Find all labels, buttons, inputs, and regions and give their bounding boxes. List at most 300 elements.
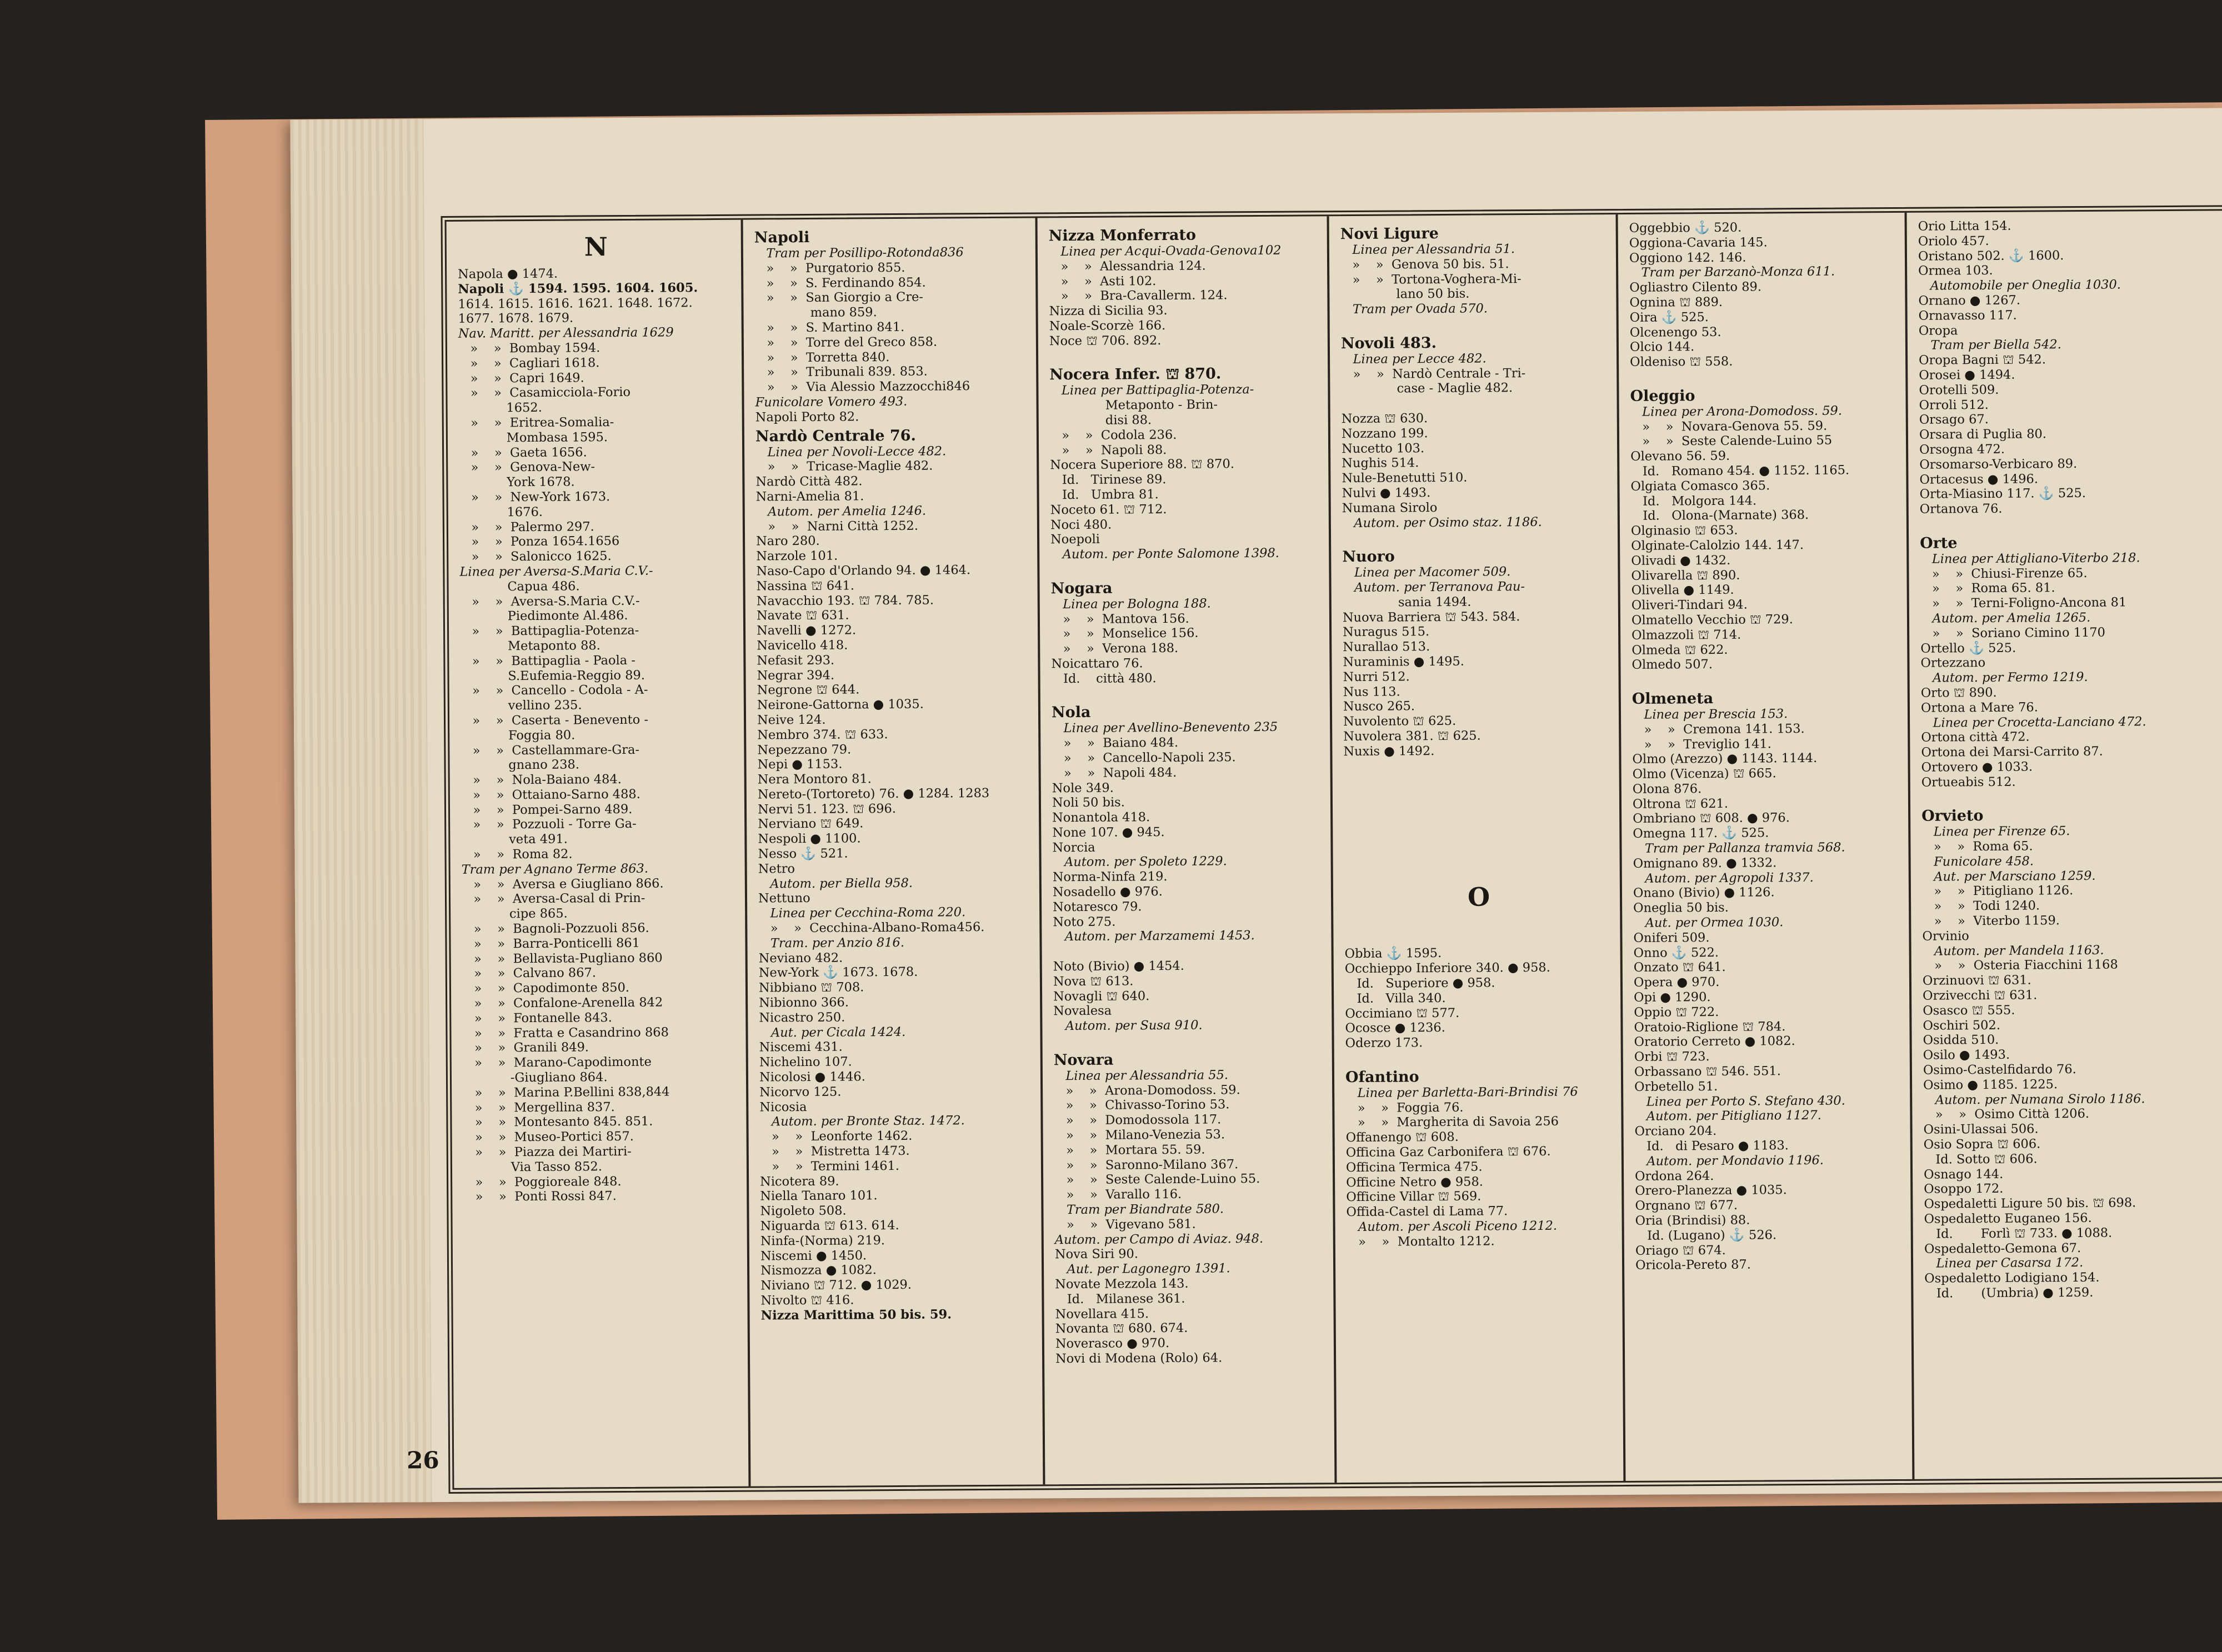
index-entry: Funicolare 458.	[1921, 854, 2034, 869]
index-entry: » » Marina P.Bellini 838,844	[463, 1084, 670, 1100]
index-entry: Linea per Porto S. Stefano 430.	[1634, 1093, 1845, 1109]
index-entry: Olivella ● 1149.	[1631, 583, 1734, 598]
index-entry: Officine Villar ⛫ 569.	[1346, 1189, 1482, 1205]
index-entry: » » Alessandria 124.	[1048, 258, 1206, 274]
index-entry: Naro 280.	[756, 534, 820, 549]
index-entry: Autom. per Numana Sirolo 1186.	[1923, 1091, 2145, 1108]
index-entry: » » Castellammare-Gra-	[461, 742, 640, 758]
index-entry: Autom. per Biella 958.	[758, 875, 913, 892]
index-entry: Opi ● 1290.	[1634, 990, 1711, 1005]
index-entry: Oricola-Pereto 87.	[1635, 1258, 1751, 1273]
index-entry: Oniferi 509.	[1633, 930, 1710, 945]
index-heading: Nuoro	[1342, 548, 1395, 566]
index-entry: Ortueabis 512.	[1921, 774, 2016, 790]
index-entry: » » Chiusi-Firenze 65.	[1920, 565, 2088, 582]
index-entry	[1343, 758, 1612, 774]
index-entry: Olmo (Vicenza) ⛫ 665.	[1632, 766, 1776, 782]
index-entry: » » Saronno-Milano 367.	[1054, 1157, 1239, 1173]
index-entry: Ninfa-(Norma) 219.	[760, 1233, 885, 1249]
index-entry: Aut. per Cicala 1424.	[759, 1024, 906, 1040]
index-entry: -Giugliano 864.	[462, 1070, 608, 1085]
index-entry	[1052, 685, 1323, 702]
index-entry: » » Aversa-S.Maria C.V.-	[459, 593, 640, 609]
index-entry: Olona 876.	[1632, 782, 1702, 797]
index-entry: Neviano 482.	[758, 950, 843, 966]
index-entry: Niscemi ● 1450.	[760, 1248, 867, 1264]
index-entry: » » Osimo Città 1206.	[1923, 1107, 2090, 1123]
index-entry: » » Seste Calende-Luino 55.	[1054, 1172, 1260, 1188]
index-entry: Id. di Pesaro ● 1183.	[1634, 1138, 1789, 1154]
index-entry: Oria (Brindisi) 88.	[1635, 1213, 1750, 1228]
index-entry: » » Nardò Centrale - Tri-	[1341, 366, 1526, 382]
index-entry: Tram per Agnano Terme 863.	[461, 861, 649, 877]
index-entry: Ormea 103.	[1918, 263, 1993, 279]
index-entry: » » S. Ferdinando 854.	[754, 275, 926, 291]
index-entry: Nibionno 366.	[759, 995, 849, 1010]
index-entry: » » Purgatorio 855.	[754, 260, 905, 276]
index-entry: Orta-Miasino 117. ⚓ 525.	[1919, 486, 2086, 502]
index-entry: Osasco ⛫ 555.	[1923, 1003, 2015, 1018]
index-entry: Noce ⛫ 706. 892.	[1049, 333, 1162, 349]
index-entry: » » Tricase-Maglie 482.	[755, 458, 933, 474]
index-entry: Olginate-Calolzio 144. 147.	[1631, 537, 1804, 553]
index-entry: Nuvolera 381. ⛫ 625.	[1343, 728, 1481, 744]
index-entry: » » Verona 188.	[1051, 641, 1179, 657]
index-entry: » » Codola 236.	[1049, 427, 1177, 443]
index-entry: Aut. per Marsciano 1259.	[1921, 868, 2096, 884]
index-entry: Officina Gaz Carbonifera ⛫ 676.	[1345, 1144, 1551, 1160]
index-entry: Nonantola 418.	[1052, 810, 1150, 825]
index-entry: Id. Forlì ⛫ 733. ● 1088.	[1924, 1225, 2113, 1241]
index-entry: » » Palermo 297.	[459, 519, 594, 535]
index-entry: Linea per Crocetta-Lanciano 472.	[1921, 714, 2146, 730]
index-entry: Orio Litta 154.	[1918, 218, 2011, 234]
index-entry: Funicolare Vomero 493.	[755, 394, 908, 410]
section-letter: N	[584, 232, 608, 262]
index-entry: Nova Siri 90.	[1054, 1246, 1139, 1262]
index-entry: Noto 275.	[1053, 914, 1116, 929]
index-entry: Nocera Superiore 88. ⛫ 870.	[1050, 457, 1235, 473]
index-entry: Ortanova 76.	[1919, 501, 2003, 517]
index-entry: Linea per Lecce 482.	[1341, 351, 1487, 367]
index-entry: Ognina ⛫ 889.	[1629, 294, 1723, 310]
index-entry: Orgnano ⛫ 677.	[1635, 1198, 1738, 1214]
index-entry: Piedimonte Al.486.	[459, 608, 628, 624]
index-entry	[1344, 802, 1613, 819]
index-entry: Nembro 374. ⛫ 633.	[757, 727, 888, 743]
index-entry: Aut. per Ormea 1030.	[1633, 915, 1784, 930]
index-entry: Autom. per Pitigliano 1127.	[1634, 1108, 1821, 1124]
index-entry: Oratorio Cerreto ● 1082.	[1634, 1034, 1795, 1050]
index-entry: » » Montesanto 845. 851.	[463, 1114, 653, 1130]
index-entry: » » Bra-Cavallerm. 124.	[1049, 288, 1228, 304]
index-entry: Nivolto ⛫ 416.	[760, 1293, 854, 1308]
index-entry	[1344, 847, 1613, 863]
index-entry: Novi di Modena (Rolo) 64.	[1055, 1350, 1223, 1366]
index-entry: » » Novara-Genova 55. 59.	[1630, 418, 1828, 434]
index-entry: Orsara di Puglia 80.	[1919, 427, 2047, 442]
index-entry: Nughis 514.	[1342, 455, 1419, 471]
index-entry: Nicosia	[759, 1099, 807, 1115]
index-entry: Noto (Bivio) ● 1454.	[1053, 958, 1184, 974]
index-entry: Nucetto 103.	[1341, 440, 1425, 456]
index-entry: Orto ⛫ 890.	[1920, 685, 1997, 700]
index-entry: Foggia 80.	[461, 728, 575, 743]
index-entry: Onano (Bivio) ● 1126.	[1633, 885, 1775, 901]
index-entry: Tram. per Anzio 816.	[758, 935, 905, 951]
index-entry: Nizza di Sicilia 93.	[1049, 303, 1168, 319]
index-entry: Metaponto - Brin-	[1049, 397, 1218, 413]
index-entry: » » Mergellina 837.	[463, 1099, 615, 1115]
index-entry: Osidda 510.	[1923, 1033, 1999, 1048]
index-column-2	[741, 218, 1043, 1486]
index-entry: Oppio ⛫ 722.	[1634, 1004, 1719, 1020]
index-entry: Noale-Scorzè 166.	[1049, 318, 1166, 334]
index-entry: Nepi ● 1153.	[757, 757, 843, 772]
index-entry: Autom. per Spoleto 1229.	[1052, 854, 1227, 870]
index-entry: Occimiano ⛫ 577.	[1345, 1005, 1460, 1021]
index-entry: Aut. per Lagonegro 1391.	[1055, 1261, 1230, 1277]
index-entry: None 107. ● 945.	[1052, 824, 1165, 840]
index-entry: gnano 238.	[461, 757, 580, 773]
index-entry: Nesso ⚓ 521.	[758, 846, 848, 862]
index-entry: » » Vigevano 581.	[1054, 1217, 1196, 1233]
index-entry: vellino 235.	[460, 698, 582, 713]
index-entry: Linea per Casarsa 172.	[1924, 1255, 2084, 1271]
index-entry: » » Todi 1240.	[1922, 898, 2040, 914]
index-entry: Id. Superiore ● 958.	[1344, 975, 1495, 992]
index-entry: Id. Villa 340.	[1345, 990, 1446, 1006]
index-entry: Nosadello ● 976.	[1052, 884, 1163, 900]
index-entry: Olmo (Arezzo) ● 1143. 1144.	[1632, 751, 1818, 767]
index-entry: Olmatello Vecchio ⛫ 729.	[1631, 612, 1793, 628]
index-entry: Narzole 101.	[756, 548, 838, 564]
index-entry: Napoli Porto 82.	[755, 409, 859, 425]
index-entry: Tram per Pallanza tramvia 568.	[1633, 840, 1845, 856]
index-entry: Ospedaletto Euganeo 156.	[1924, 1210, 2092, 1227]
index-entry: Linea per Cecchina-Roma 220.	[758, 905, 966, 921]
index-entry: Oggiono 142. 146.	[1629, 250, 1746, 266]
index-entry: Nulvi ● 1493.	[1342, 485, 1431, 501]
index-entry: Ospedaletti Ligure 50 bis. ⛫ 698.	[1924, 1195, 2136, 1212]
index-entry: » » Battipaglia-Potenza-	[459, 623, 639, 639]
index-entry: » » Asti 102.	[1049, 273, 1157, 289]
index-entry: Nepezzano 79.	[757, 742, 852, 758]
index-entry: Nereto-(Tortoreto) 76. ● 1284. 1283	[757, 785, 990, 802]
index-entry: Noepoli	[1050, 532, 1100, 547]
index-entry: Orzivecchi ⛫ 631.	[1923, 988, 2038, 1003]
index-entry: disi 88.	[1049, 413, 1152, 428]
index-entry: » » Fratta e Casandrino 868	[462, 1025, 669, 1041]
index-entry: Oderzo 173.	[1345, 1035, 1423, 1051]
index-entry: Nurri 512.	[1343, 669, 1410, 684]
index-entry: Olevano 56. 59.	[1630, 448, 1730, 464]
index-heading: Napoli	[754, 228, 810, 247]
index-entry: » » Domodossola 117.	[1054, 1112, 1222, 1128]
index-entry: S.Eufemia-Reggio 89.	[460, 668, 645, 684]
index-entry	[1345, 1049, 1614, 1066]
index-entry: » » Ponti Rossi 847.	[463, 1189, 617, 1205]
section-letter: O	[1467, 882, 1490, 912]
index-entry: Nuova Barriera ⛫ 543. 584.	[1342, 609, 1520, 625]
index-entry: Linea per Avellino-Benevento 235	[1052, 720, 1278, 736]
index-entry: Ombriano ⛫ 608. ● 976.	[1633, 810, 1790, 827]
index-entry: Orroli 512.	[1919, 397, 1989, 413]
index-entry: Autom. per Osimo staz. 1186.	[1342, 514, 1542, 530]
index-entry	[1341, 316, 1610, 332]
index-heading: Nardò Centrale 76.	[755, 427, 916, 445]
index-entry: Norcia	[1052, 840, 1095, 855]
index-entry: Oratoio-Riglione ⛫ 784.	[1634, 1019, 1786, 1035]
index-entry: » » Cecchina-Albano-Roma456.	[758, 920, 985, 936]
index-entry: » » Roma 65.	[1921, 839, 2033, 854]
index-entry: Nismozza ● 1082.	[760, 1263, 877, 1278]
index-entry: Olivadi ● 1432.	[1631, 553, 1731, 568]
index-entry: » » Casamicciola-Forio	[458, 385, 631, 401]
index-entry: » » Cancello-Napoli 235.	[1052, 750, 1236, 766]
index-entry: Oltrona ⛫ 621.	[1632, 796, 1729, 812]
index-entry: Id. Olona-(Marnate) 368.	[1630, 508, 1809, 524]
index-entry: » » Napoli 88.	[1050, 442, 1167, 458]
index-entry: » » New-York 1673.	[459, 489, 610, 505]
index-entry: » » Capri 1649.	[458, 371, 584, 386]
index-entry: Negrar 394.	[757, 668, 835, 683]
index-entry: Olcenengo 53.	[1629, 324, 1721, 340]
index-entry: York 1678.	[459, 474, 575, 490]
index-entry: Orero-Planezza ● 1035.	[1635, 1183, 1787, 1199]
index-entry: Autom. per Ponte Salomone 1398.	[1050, 545, 1279, 562]
index-entry: Tram per Posillipo-Rotonda836	[754, 245, 964, 261]
index-entry: Id. (Umbria) ● 1259.	[1924, 1285, 2094, 1301]
index-entry: Niguarda ⛫ 613. 614.	[760, 1218, 899, 1234]
index-entry: Novagli ⛫ 640.	[1053, 988, 1150, 1004]
index-entry: Nozza ⛫ 630.	[1341, 411, 1428, 427]
index-entry: » » Seste Calende-Luino 55	[1630, 433, 1833, 449]
index-entry: Olmazzoli ⛫ 714.	[1632, 627, 1741, 643]
index-entry	[1344, 787, 1613, 804]
index-entry: » » Barra-Ponticelli 861	[462, 935, 640, 952]
index-entry: Navacchio 193. ⛫ 784. 785.	[756, 593, 934, 609]
index-entry: » » Tortona-Voghera-Mi-	[1340, 271, 1522, 287]
index-entry: Ortello ⚓ 525.	[1920, 640, 2016, 656]
index-entry: Nefasit 293.	[757, 653, 835, 668]
index-entry	[1344, 862, 1613, 878]
index-entry: » » Poggioreale 848.	[463, 1174, 622, 1190]
index-entry: Id. Molgora 144.	[1630, 493, 1757, 509]
index-entry: » » Genova 50 bis. 51.	[1340, 257, 1509, 272]
index-entry	[1342, 529, 1611, 545]
index-entry: Ortovero ● 1033.	[1921, 759, 2033, 775]
index-entry: Nervi 51. 123. ⛫ 696.	[757, 801, 897, 817]
index-entry: Tram per Barzanò-Monza 611.	[1629, 264, 1835, 281]
index-entry: » » Bagnoli-Pozzuoli 856.	[462, 920, 649, 937]
index-entry: Oggiona-Cavaria 145.	[1629, 235, 1768, 251]
index-entry: Onzato ⛫ 641.	[1633, 960, 1726, 975]
index-entry: Olivarella ⛫ 890.	[1631, 568, 1740, 583]
index-entry: Id. città 480.	[1051, 670, 1157, 687]
index-entry: Netro	[758, 862, 795, 877]
index-entry	[1049, 347, 1321, 364]
index-entry: Navate ⛫ 631.	[756, 608, 849, 623]
index-entry: Oristano 502. ⚓ 1600.	[1918, 248, 2064, 264]
index-entry: Orbi ⛫ 723.	[1634, 1049, 1710, 1065]
index-column-3	[1035, 216, 1335, 1484]
index-entry: Linea per Bologna 188.	[1050, 596, 1211, 612]
index-entry: Olcio 144.	[1629, 339, 1695, 355]
index-entry: Nurallao 513.	[1343, 639, 1430, 655]
index-entry: » » Capodimonte 850.	[462, 980, 630, 997]
index-heading: Novara	[1053, 1051, 1114, 1069]
index-entry: » » Cagliari 1618.	[458, 356, 600, 371]
index-entry: Oschiri 502.	[1923, 1018, 2001, 1033]
index-entry: veta 491.	[461, 832, 568, 848]
index-entry: Linea per Firenze 65.	[1921, 824, 2070, 840]
index-entry	[1342, 395, 1610, 412]
index-entry: » » Cremona 141. 153.	[1632, 721, 1805, 737]
index-entry: » » Bombay 1594.	[458, 341, 600, 356]
index-entry: Nardò Città 482.	[755, 474, 863, 489]
index-entry: Nicastro 250.	[759, 1010, 845, 1025]
index-entry: » » Granili 849.	[462, 1040, 589, 1056]
index-entry: Officine Netro ● 958.	[1346, 1174, 1483, 1190]
index-entry: » » Arona-Domodoss. 59.	[1054, 1082, 1240, 1098]
index-entry: Nibbiano ⛫ 708.	[758, 980, 864, 995]
index-entry: Ortona a Mare 76.	[1920, 700, 2038, 715]
index-entry: » » Margherita di Savoia 256	[1345, 1114, 1559, 1130]
index-entry: Linea per Attigliano-Viterbo 218.	[1920, 550, 2140, 567]
index-entry: cipe 865.	[462, 906, 568, 922]
index-entry: » » Aversa e Giugliano 866.	[461, 876, 664, 892]
index-entry: » » Pitigliano 1126.	[1921, 883, 2074, 899]
index-entry: Novellara 415.	[1055, 1306, 1149, 1321]
index-entry: Orsomarso-Verbicaro 89.	[1919, 456, 2078, 472]
index-heading: Nocera Infer. ⛫ 870.	[1049, 365, 1222, 384]
index-entry: » » Mistretta 1473.	[759, 1143, 910, 1159]
index-entry: Autom. per Ascoli Piceno 1212.	[1346, 1218, 1558, 1235]
index-heading: Nizza Monferrato	[1048, 226, 1197, 245]
index-entry: Nicotera 89.	[760, 1174, 839, 1189]
index-entry: Ornano ● 1267.	[1918, 293, 2021, 308]
index-entry: Nerviano ⛫ 649.	[758, 816, 864, 832]
index-entry: Novate Mezzola 143.	[1055, 1276, 1189, 1292]
index-entry: Nicorvo 125.	[759, 1084, 842, 1100]
index-entry: Negrone ⛫ 644.	[757, 682, 860, 698]
index-entry: Nizza Marittima 50 bis. 59.	[760, 1307, 952, 1323]
index-entry: Linea per Novoli-Lecce 482.	[755, 444, 947, 460]
index-entry: Nus 113.	[1343, 684, 1400, 699]
index-entry: » » Roma 65. 81.	[1920, 580, 2055, 597]
index-entry: Osimo ● 1185. 1225.	[1923, 1077, 2058, 1093]
index-entry	[1053, 943, 1325, 960]
index-entry: Orzinuovi ⛫ 631.	[1922, 973, 2031, 988]
index-column-5	[1616, 213, 1913, 1481]
index-entry: » » Milano-Venezia 53.	[1054, 1127, 1225, 1143]
index-entry: Ocosce ● 1236.	[1345, 1020, 1445, 1036]
index-entry: » » Aversa-Casal di Prin-	[461, 891, 645, 907]
index-entry: Autom. per Terranova Pau-	[1342, 579, 1525, 595]
index-entry: 1652.	[458, 401, 542, 415]
index-entry: Autom. per Marzamemi 1453.	[1053, 928, 1255, 944]
index-entry: Oriago ⛫ 674.	[1635, 1243, 1726, 1258]
index-entry: » » Piazza dei Martiri-	[463, 1144, 632, 1160]
index-entry: » » Pozzuoli - Torre Ga-	[461, 817, 637, 833]
index-entry: Orsogna 472.	[1919, 442, 2005, 457]
index-entry: » » San Giorgio a Cre-	[754, 290, 924, 306]
index-entry: » » Cancello - Codola - A-	[460, 683, 648, 699]
index-entry: » » Torre del Greco 858.	[754, 334, 938, 351]
index-entry: Linea per Alessandria 51.	[1340, 242, 1515, 258]
index-entry: » » Montalto 1212.	[1346, 1234, 1495, 1249]
index-entry: Automobile per Oneglia 1030.	[1918, 277, 2121, 293]
index-entry: Offida-Castel di Lama 77.	[1346, 1204, 1508, 1220]
index-entry: » » Marano-Capodimonte	[462, 1054, 652, 1071]
index-entry: Orosei ● 1494.	[1919, 367, 2015, 383]
index-table	[441, 205, 2222, 1494]
index-entry: Osimo-Castelfidardo 76.	[1923, 1062, 2076, 1078]
index-entry: case - Maglie 482.	[1341, 381, 1513, 397]
index-entry: Ogliastro Cilento 89.	[1629, 279, 1762, 296]
index-entry: Orciano 204.	[1634, 1124, 1717, 1139]
index-entry: Nicolosi ● 1446.	[759, 1069, 865, 1085]
index-entry: » » Eritrea-Somalia-	[458, 415, 614, 430]
index-entry: Opera ● 970.	[1633, 975, 1720, 990]
index-entry: Ortona dei Marsi-Carrito 87.	[1921, 744, 2103, 760]
index-entry: Neirone-Gattorna ● 1035.	[757, 697, 924, 713]
index-entry: Nettuno	[758, 891, 810, 906]
index-entry: Linea per Arona-Domodoss. 59.	[1630, 403, 1843, 419]
index-entry: Nozzano 199.	[1341, 425, 1428, 441]
index-entry: » » Soriano Cimino 1170	[1920, 625, 2106, 641]
index-entry: Norma-Ninfa 219.	[1052, 869, 1168, 885]
index-entry: » » Leonforte 1462.	[759, 1129, 913, 1144]
index-entry: Nera Montoro 81.	[757, 772, 872, 787]
index-entry: Obbia ⚓ 1595.	[1344, 946, 1442, 962]
index-entry: Id. Romano 454. ● 1152. 1165.	[1630, 463, 1850, 479]
index-entry	[1344, 930, 1613, 947]
index-entry: » » Terni-Foligno-Ancona 81	[1920, 595, 2127, 611]
index-entry: Orbassano ⛫ 546. 551.	[1634, 1064, 1781, 1079]
index-entry: Nuragus 515.	[1343, 624, 1430, 640]
index-entry: Naso-Capo d'Orlando 94. ● 1464.	[756, 563, 971, 579]
index-entry: Navicello 418.	[757, 638, 848, 653]
index-entry: » » Monselice 156.	[1051, 626, 1199, 642]
index-entry: Capua 486.	[459, 579, 580, 594]
index-heading: Olmeneta	[1632, 689, 1714, 708]
index-entry: Linea per Aversa-S.Maria C.V.-	[459, 563, 653, 579]
index-entry: sania 1494.	[1342, 594, 1472, 610]
index-entry: Oneglia 50 bis.	[1633, 900, 1729, 916]
index-entry: » » Torretta 840.	[754, 349, 890, 366]
index-column-4	[1327, 214, 1624, 1483]
index-entry: Id. (Lugano) ⚓ 526.	[1635, 1228, 1777, 1243]
index-entry: Noverasco ● 970.	[1055, 1336, 1170, 1351]
index-entry: » » Gaeta 1656.	[459, 444, 587, 460]
index-entry: » » Confalone-Arenella 842	[462, 995, 663, 1011]
index-entry: Autom. per Amelia 1265.	[1920, 610, 2091, 626]
index-entry: Linea per Barletta-Bari-Brindisi 76	[1345, 1084, 1578, 1100]
index-entry: » » Museo-Portici 857.	[463, 1129, 634, 1145]
index-entry	[1632, 671, 1901, 688]
index-entry: » » Roma 82.	[461, 847, 573, 862]
index-entry: Osilo ● 1493.	[1923, 1048, 2010, 1063]
index-entry: Nuvolento ⛫ 625.	[1343, 713, 1457, 729]
index-entry	[1054, 1032, 1325, 1049]
index-heading: Nogara	[1050, 579, 1113, 598]
index-entry: Ornavasso 117.	[1918, 308, 2017, 323]
index-entry: Nule-Benetutti 510.	[1342, 470, 1468, 486]
index-entry: Orbetello 51.	[1634, 1079, 1718, 1094]
index-entry: Offanengo ⛫ 608.	[1345, 1130, 1459, 1145]
